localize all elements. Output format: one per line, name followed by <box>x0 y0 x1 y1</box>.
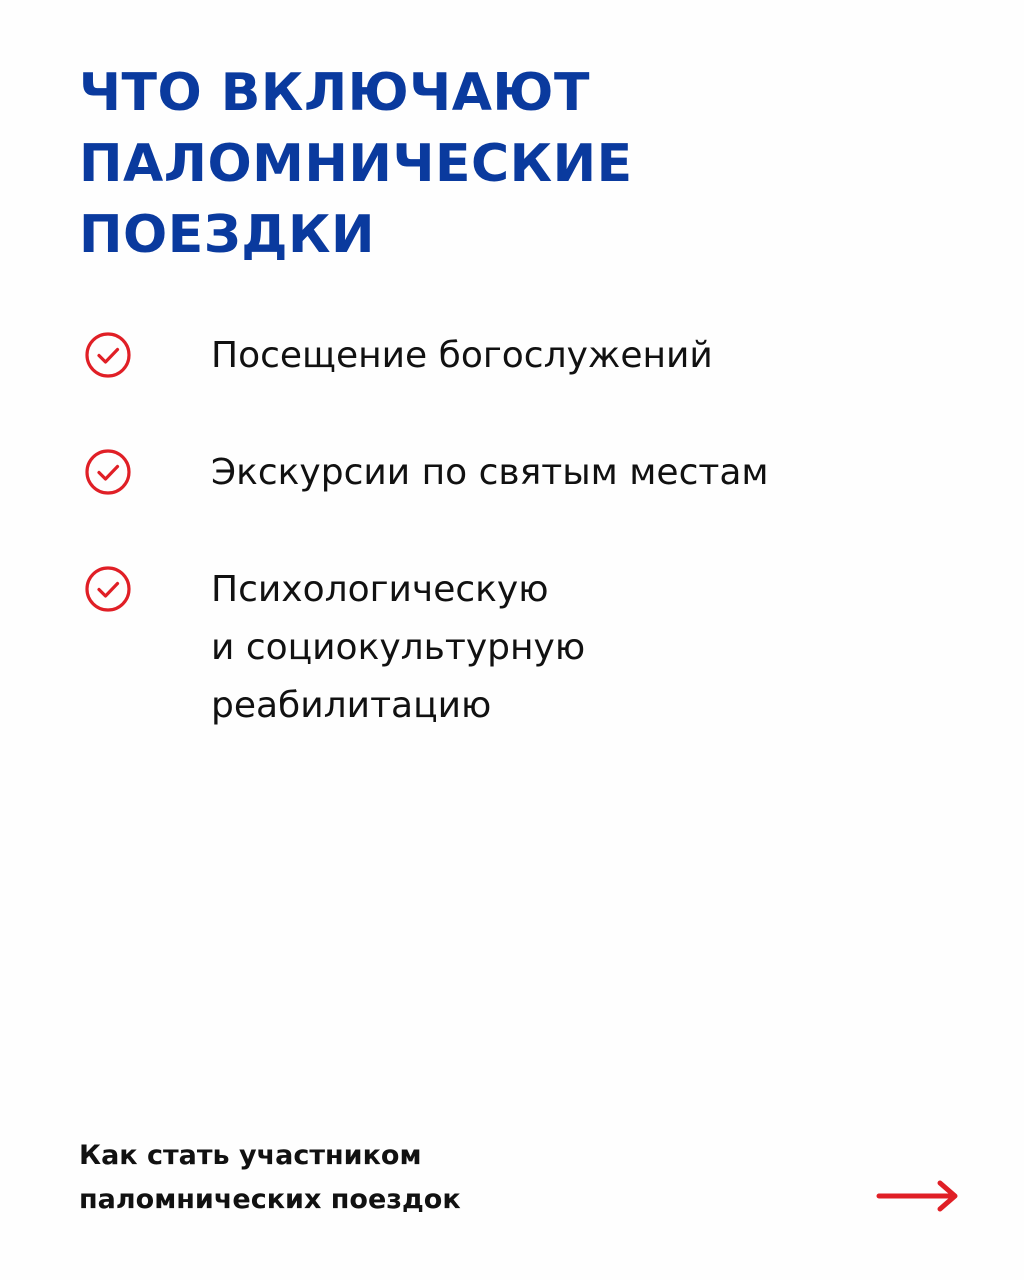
arrow-right-icon[interactable] <box>876 1178 960 1214</box>
page-title-line-2: ПАЛОМНИЧЕСКИЕ <box>79 134 633 194</box>
list-item-line: Посещение богослужений <box>211 335 713 376</box>
check-circle-icon <box>84 565 132 613</box>
list-item-line: Психологическую <box>211 569 549 610</box>
list-item-text <box>211 444 769 502</box>
footer-link[interactable] <box>79 1134 461 1222</box>
list-item-text <box>211 561 585 735</box>
check-circle-icon <box>84 331 132 379</box>
list-item-line: Экскурсии по святым местам <box>211 452 769 493</box>
list-item-text <box>211 327 713 385</box>
check-circle-icon <box>84 448 132 496</box>
page-title-line-1: ЧТО ВКЛЮЧАЮТ <box>79 63 590 123</box>
list-item-line: и социокультурную <box>211 627 586 668</box>
page-title <box>79 58 633 271</box>
page-title-line-3: ПОЕЗДКИ <box>79 205 376 265</box>
list-item-line: реабилитацию <box>211 685 492 726</box>
footer-link-line-1: Как стать участником <box>79 1140 422 1171</box>
footer-link-line-2: паломнических поездок <box>79 1184 461 1215</box>
